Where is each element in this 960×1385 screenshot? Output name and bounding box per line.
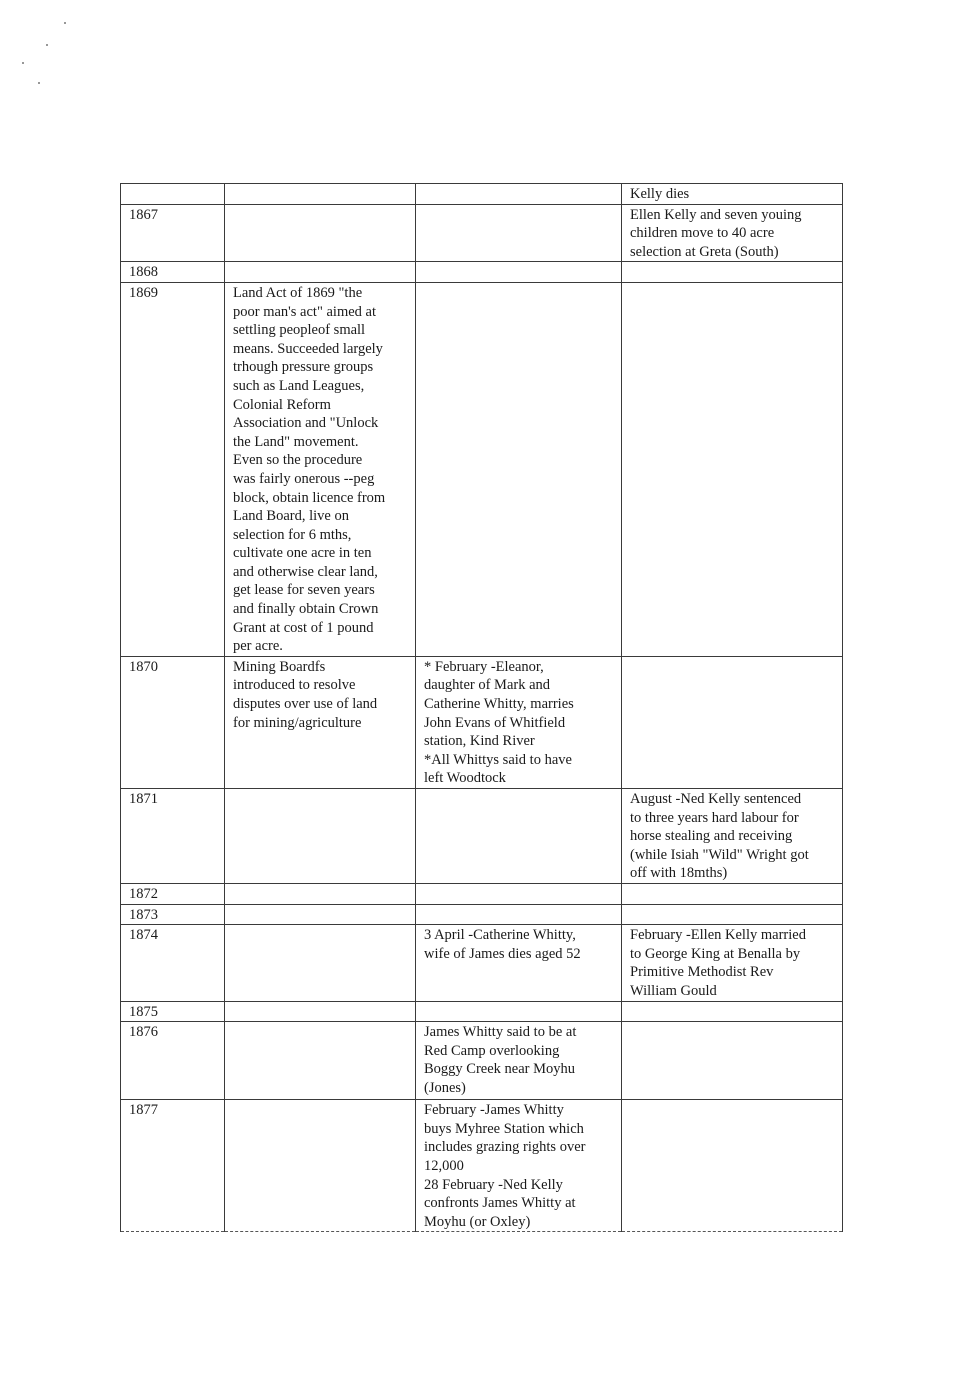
scan-speck (64, 22, 66, 24)
event-cell (416, 184, 622, 205)
event-cell (622, 282, 843, 656)
event-cell: Kelly dies (622, 184, 843, 205)
event-cell (416, 883, 622, 904)
scan-speck (38, 82, 40, 84)
event-cell: Ellen Kelly and seven youing children move to 40 acre selection at Greta (South) (622, 204, 843, 262)
year-cell: 1868 (121, 262, 225, 283)
table-row (121, 1022, 843, 1100)
year-cell: 1869 (121, 282, 225, 656)
event-cell (416, 262, 622, 283)
year-cell: 1871 (121, 789, 225, 884)
table-row (121, 656, 843, 788)
event-cell (622, 1022, 843, 1100)
event-cell (225, 925, 416, 1001)
event-cell (416, 1001, 622, 1022)
event-cell (622, 1100, 843, 1232)
event-cell (416, 904, 622, 925)
event-cell (622, 656, 843, 788)
event-cell (225, 204, 416, 262)
timeline-table (120, 183, 843, 1232)
year-cell: 1874 (121, 925, 225, 1001)
event-cell (622, 883, 843, 904)
event-cell: Mining Boardfs introduced to resolve disputes over use of land for mining/agriculture (225, 656, 416, 788)
year-cell (121, 184, 225, 205)
event-cell (225, 1100, 416, 1232)
table-row (121, 1100, 843, 1232)
event-cell (225, 904, 416, 925)
scan-speck (46, 44, 48, 46)
event-cell: August -Ned Kelly sentenced to three years hard labour for horse stealing and receiving (while Isiah "Wild" Wright got off with 18mths) (622, 789, 843, 884)
event-cell: Land Act of 1869 "the poor man's act" aimed at settling peopleof small means. Succeeded largely trhough pressure groups such as Land Leagues, Colonial Reform Association and "Unlock the Land" movement. Even so the procedure was fairly onerous --peg block, obtain licence from Land Board, live on selection for 6 mths, cultivate one acre in ten and otherwise clear land, get lease for seven years and finally obtain Crown Grant at cost of 1 pound per acre. (225, 282, 416, 656)
table-row (121, 883, 843, 904)
event-cell: James Whitty said to be at Red Camp overlooking Boggy Creek near Moyhu (Jones) (416, 1022, 622, 1100)
event-cell (225, 184, 416, 205)
event-cell (225, 1022, 416, 1100)
event-cell (225, 883, 416, 904)
event-cell (622, 904, 843, 925)
table-row (121, 1001, 843, 1022)
year-cell: 1873 (121, 904, 225, 925)
table-row (121, 789, 843, 884)
event-cell (416, 789, 622, 884)
table-row (121, 184, 843, 205)
table-row (121, 904, 843, 925)
year-cell: 1876 (121, 1022, 225, 1100)
event-cell: February -James Whitty buys Myhree Station which includes grazing rights over 12,000 28 February -Ned Kelly confronts James Whitty at Moyhu (or Oxley) (416, 1100, 622, 1232)
table-row (121, 282, 843, 656)
event-cell (622, 1001, 843, 1022)
scan-speck (22, 62, 24, 64)
event-cell: 3 April -Catherine Whitty, wife of James dies aged 52 (416, 925, 622, 1001)
table-row (121, 204, 843, 262)
event-cell (416, 204, 622, 262)
year-cell: 1875 (121, 1001, 225, 1022)
year-cell: 1867 (121, 204, 225, 262)
event-cell: February -Ellen Kelly married to George King at Benalla by Primitive Methodist Rev William Gould (622, 925, 843, 1001)
year-cell: 1870 (121, 656, 225, 788)
event-cell (225, 1001, 416, 1022)
event-cell (416, 282, 622, 656)
table-row (121, 925, 843, 1001)
event-cell (622, 262, 843, 283)
event-cell (225, 789, 416, 884)
year-cell: 1872 (121, 883, 225, 904)
table-row (121, 262, 843, 283)
year-cell: 1877 (121, 1100, 225, 1232)
event-cell: * February -Eleanor, daughter of Mark and Catherine Whitty, marries John Evans of Whitfield station, Kind River *All Whittys said to have left Woodtock (416, 656, 622, 788)
event-cell (225, 262, 416, 283)
